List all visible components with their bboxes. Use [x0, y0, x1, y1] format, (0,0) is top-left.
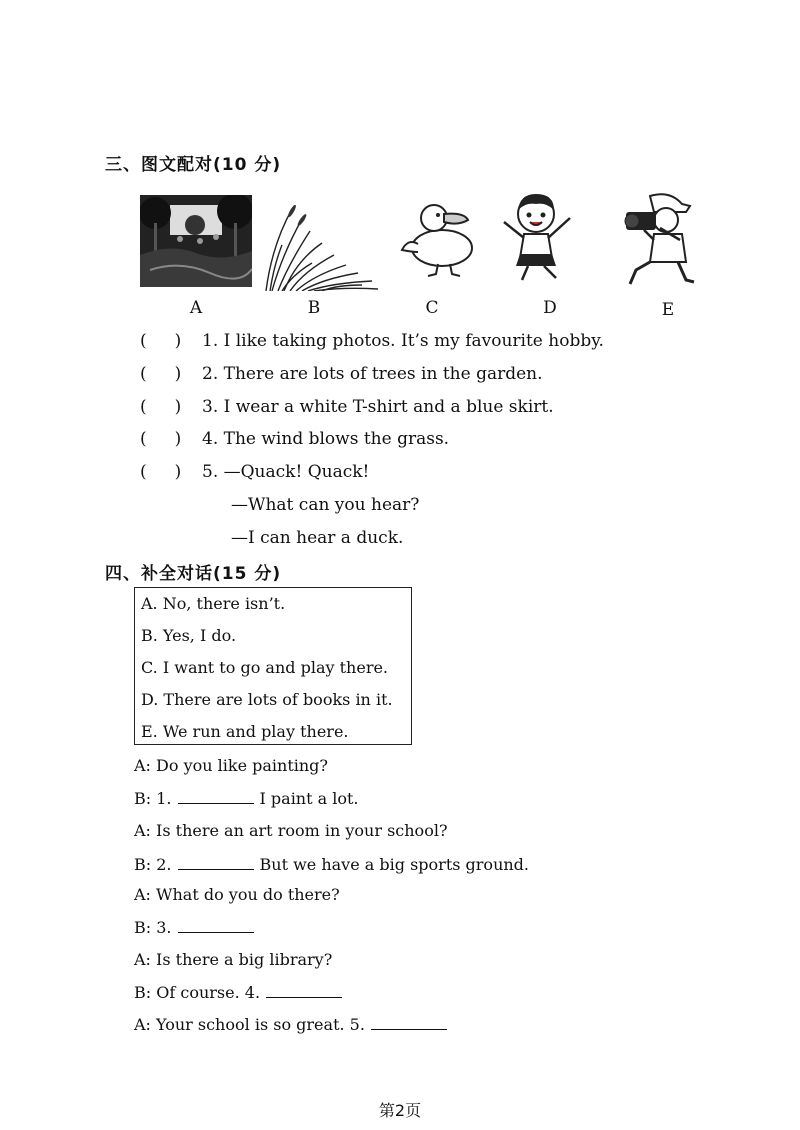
girl-in-skirt-icon [498, 188, 580, 284]
option-c: C. I want to go and play there. [141, 658, 389, 677]
answer-blank-1[interactable] [178, 789, 254, 804]
q5-line-3: —I can hear a duck. [231, 528, 404, 548]
picture-label-c: C [425, 298, 439, 318]
section4-title: 四、补全对话(15 分) [105, 564, 282, 584]
match-question-4 [140, 429, 449, 449]
dialogue-line-4: B: 2. But we have a big sports ground. [134, 855, 529, 874]
match-question-5 [140, 462, 369, 482]
option-d: D. There are lots of books in it. [141, 690, 393, 709]
match-question-2 [140, 364, 543, 384]
answer-blank-5[interactable] [371, 1015, 447, 1030]
dialogue-line-7: A: Is there a big library? [134, 950, 333, 969]
dialogue-line-2: B: 1. I paint a lot. [134, 789, 359, 808]
match-question-1 [140, 331, 604, 351]
question-text: 1. I like taking photos. It’s my favourite hobby. [202, 331, 604, 351]
section3-title: 三、图文配对(10 分) [105, 155, 282, 175]
dialogue-line-9: A: Your school is so great. 5. [134, 1015, 453, 1034]
dialogue-line-8: B: Of course. 4. [134, 983, 348, 1002]
dialogue-line-6: B: 3. [134, 918, 260, 937]
man-with-camera-icon [620, 190, 698, 286]
dialogue-line-3: A: Is there an art room in your school? [134, 821, 448, 840]
option-b: B. Yes, I do. [141, 626, 237, 645]
picture-label-a: A [189, 298, 203, 318]
answer-blank-3[interactable] [178, 918, 254, 933]
option-a: A. No, there isn’t. [141, 594, 286, 613]
question-text: 2. There are lots of trees in the garden. [202, 364, 543, 384]
answer-paren[interactable]: ( ) [140, 462, 182, 482]
answer-paren[interactable]: ( ) [140, 429, 182, 449]
question-text: 3. I wear a white T-shirt and a blue skirt. [202, 397, 554, 417]
picture-label-d: D [543, 298, 557, 318]
picture-label-e: E [661, 300, 675, 320]
answer-paren[interactable]: ( ) [140, 331, 182, 351]
options-box [134, 587, 412, 745]
dialogue-line-1: A: Do you like painting? [134, 756, 328, 775]
match-question-3 [140, 397, 554, 417]
duck-icon [398, 198, 480, 278]
q5-line-2: —What can you hear? [231, 495, 420, 515]
page-number: 第2页 [378, 1101, 422, 1120]
picture-label-b: B [307, 298, 321, 318]
dialogue-line-5: A: What do you do there? [134, 885, 340, 904]
grass-in-wind-icon [262, 205, 380, 291]
answer-paren[interactable]: ( ) [140, 397, 182, 417]
question-text: 4. The wind blows the grass. [202, 429, 450, 449]
question-text: 5. —Quack! Quack! [202, 462, 370, 482]
answer-paren[interactable]: ( ) [140, 364, 182, 384]
answer-blank-4[interactable] [266, 983, 342, 998]
answer-blank-2[interactable] [178, 855, 254, 870]
garden-trees-photo-icon [140, 195, 252, 287]
option-e: E. We run and play there. [141, 722, 349, 741]
